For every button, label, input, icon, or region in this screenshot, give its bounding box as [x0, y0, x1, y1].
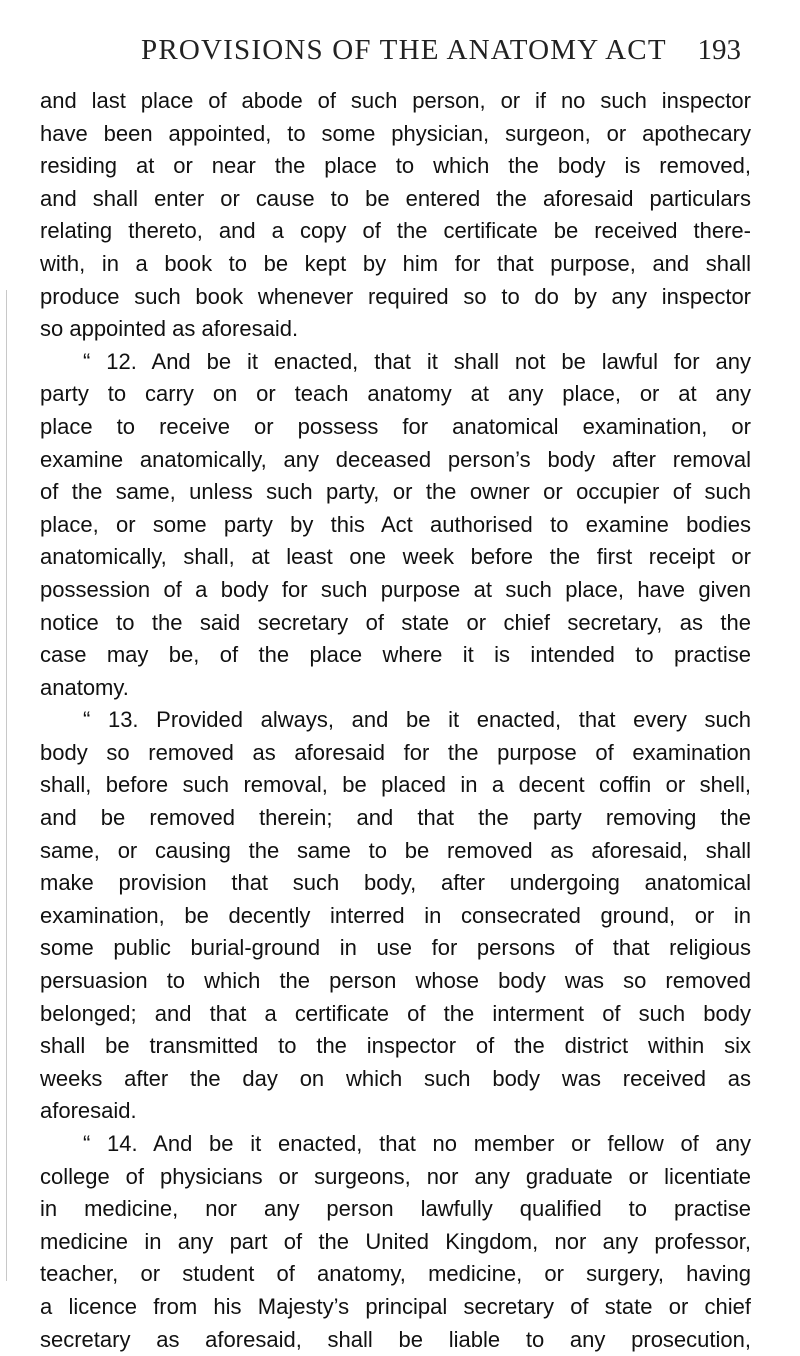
text-line: examination, be decently interred in consecrated ground, or in — [40, 902, 751, 928]
text-line: aforesaid. — [40, 1098, 137, 1124]
paragraph-section-14 — [40, 1128, 751, 1356]
body-text — [40, 85, 751, 1356]
text-line: same, or causing the same to be removed as aforesaid, shall — [40, 837, 751, 863]
text-line: residing at or near the place to which the body is removed, — [40, 153, 751, 179]
text-line: weeks after the day on which such body was received as — [40, 1065, 751, 1091]
running-head — [141, 34, 741, 74]
page-edge-shadow — [6, 290, 7, 1281]
text-line: case may be, of the place where it is intended to practise — [40, 642, 751, 668]
text-line: relating thereto, and a copy of the certificate be received there- — [40, 218, 751, 244]
text-line: anatomically, shall, at least one week before the first receipt or — [40, 544, 751, 570]
text-line: and last place of abode of such person, or if no such inspector — [40, 88, 751, 113]
text-line: with, in a book to be kept by him for that purpose, and shall — [40, 250, 751, 276]
running-title: PROVISIONS OF THE ANATOMY ACT — [141, 34, 667, 66]
text-line: and be removed therein; and that the party removing the — [40, 805, 751, 831]
text-line: secretary as aforesaid, shall be liable to any prosecution, — [40, 1326, 751, 1352]
text-line: belonged; and that a certificate of the interment of such body — [40, 1000, 751, 1026]
paragraph-continuation — [40, 85, 751, 346]
text-line: produce such book whenever required so to do by any inspector — [40, 283, 751, 309]
text-line: place, or some party by this Act authorised to examine bodies — [40, 511, 751, 537]
text-line: shall be transmitted to the inspector of the district within six — [40, 1033, 751, 1059]
text-line: of the same, unless such party, or the owner or occupier of such — [40, 479, 751, 505]
text-line: body so removed as aforesaid for the purpose of examination — [40, 739, 751, 765]
text-line: college of physicians or surgeons, nor any graduate or licentiate — [40, 1163, 751, 1189]
paragraph-section-12 — [40, 346, 751, 705]
text-line: “ 13. Provided always, and be it enacted, that every such — [83, 707, 751, 733]
text-line: possession of a body for such purpose at such place, have given — [40, 576, 751, 602]
text-line: “ 12. And be it enacted, that it shall not be lawful for any — [83, 348, 751, 374]
text-line: have been appointed, to some physician, surgeon, or apothecary — [40, 120, 751, 146]
text-line: persuasion to which the person whose body was so removed — [40, 968, 751, 994]
text-line: a licence from his Majesty’s principal secretary of state or chief — [40, 1293, 751, 1319]
text-line: so appointed as aforesaid. — [40, 316, 299, 342]
text-line: shall, before such removal, be placed in a decent coffin or shell, — [40, 772, 751, 798]
paragraph-section-13 — [40, 704, 751, 1128]
text-line: teacher, or student of anatomy, medicine, or surgery, having — [40, 1261, 751, 1287]
text-line: notice to the said secretary of state or chief secretary, as the — [40, 609, 751, 635]
text-line: place to receive or possess for anatomical examination, or — [40, 413, 751, 439]
text-line: “ 14. And be it enacted, that no member or fellow of any — [83, 1131, 751, 1156]
text-line: some public burial-ground in use for persons of that religious — [40, 935, 751, 961]
page-number: 193 — [697, 34, 741, 66]
text-line: party to carry on or teach anatomy at any place, or at any — [40, 381, 751, 407]
text-line: in medicine, nor any person lawfully qualified to practise — [40, 1196, 751, 1222]
text-line: examine anatomically, any deceased person’s body after removal — [40, 446, 751, 472]
text-line: make provision that such body, after undergoing anatomical — [40, 870, 751, 896]
text-line: and shall enter or cause to be entered the aforesaid particulars — [40, 185, 751, 211]
text-line: medicine in any part of the United Kingdom, nor any professor, — [40, 1228, 751, 1254]
text-line: anatomy. — [40, 674, 129, 700]
